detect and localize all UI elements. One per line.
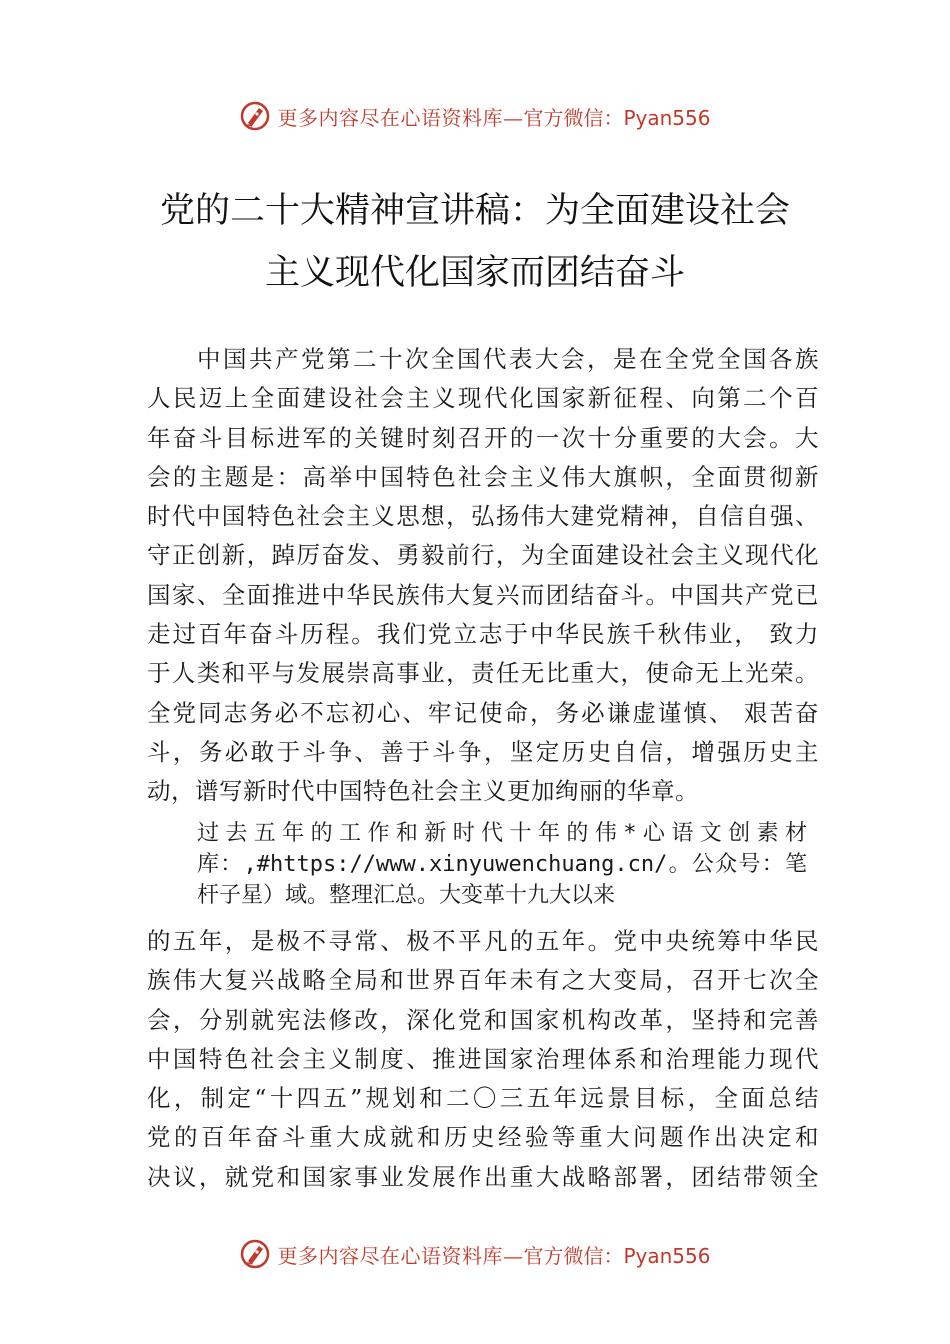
paragraph-line: 会的主题是：高举中国特色社会主义伟大旗帜，全面贯彻新 (147, 462, 819, 491)
paragraph-line: 的五年，是极不寻常、极不平凡的五年。党中央统筹中华民 (147, 927, 819, 955)
inserted-source-block (197, 818, 807, 911)
paragraph-line: 人民迈上全面建设社会主义现代化国家新征程、向第二个百 (147, 384, 819, 413)
paragraph-line: 守正创新，踔厉奋发、勇毅前行，为全面建设社会主义现代化 (147, 541, 819, 570)
paragraph-line: 年奋斗目标进军的关键时刻召开的一次十分重要的大会。大 (147, 423, 819, 452)
paragraph-line: 时代中国特色社会主义思想，弘扬伟大建党精神，自信自强、 (147, 502, 819, 531)
footer-banner (0, 1234, 950, 1274)
paragraph-line: 决议，就党和国家事业发展作出重大战略部署，团结带领全 (147, 1162, 819, 1191)
inserted-line: 杆子星）域。整理汇总。大变革十九大以来 (197, 883, 616, 908)
paragraph-2 (147, 922, 819, 1197)
paragraph-line: 中国特色社会主义制度、推进国家治理体系和治理能力现代 (147, 1044, 819, 1073)
document-title-line-2: 主义现代化国家而团结奋斗 (264, 253, 685, 293)
banner-brand-text: 更多内容尽在心语资料库— (277, 105, 524, 130)
pen-nib-seal-icon (239, 1238, 271, 1270)
banner-account-text: 官方微信：Pyan556 (523, 105, 711, 130)
inserted-line: 过去五年的工作和新时代十年的伟*心语文创素材 (197, 821, 807, 846)
header-banner (0, 96, 950, 136)
paragraph-line: 国家、全面推进中华民族伟大复兴而团结奋斗。中国共产党已 (147, 580, 819, 609)
paragraph-1 (147, 340, 819, 812)
paragraph-line: 走过百年奋斗历程。我们党立志于中华民族千秋伟业， 致力 (147, 620, 819, 649)
paragraph-line: 斗，务必敢于斗争、善于斗争，坚定历史自信，增强历史主 (147, 737, 819, 766)
paragraph-line: 族伟大复兴战略全局和世界百年未有之大变局，召开七次全 (147, 966, 819, 995)
inserted-line: 库：,#https://www.xinyuwenchuang.cn/。公众号：笔 (197, 852, 807, 877)
banner-brand-text: 更多内容尽在心语资料库— (277, 1243, 524, 1268)
paragraph-line: 化，制定“十四五”规划和二〇三五年远景目标，全面总结 (147, 1084, 819, 1113)
paragraph-line: 全党同志务必不忘初心、牢记使命，务必谦虚谨慎、 艰苦奋 (147, 698, 819, 727)
paragraph-line: 中国共产党第二十次全国代表大会，是在全党全国各族 (197, 345, 819, 373)
paragraph-line: 于人类和平与发展崇高事业，责任无比重大，使命无上光荣。 (147, 659, 819, 688)
banner-account-text: 官方微信：Pyan556 (523, 1243, 711, 1268)
paragraph-line: 会，分别就宪法修改，深化党和国家机构改革，坚持和完善 (147, 1005, 819, 1034)
document-title-line-1: 党的二十大精神宣讲稿：为全面建设社会 (159, 191, 790, 231)
paragraph-line: 动，谱写新时代中国特色社会主义更加绚丽的华章。 (147, 777, 699, 806)
paragraph-line: 党的百年奋斗重大成就和历史经验等重大问题作出决定和 (147, 1123, 819, 1152)
pen-nib-seal-icon (239, 100, 271, 132)
